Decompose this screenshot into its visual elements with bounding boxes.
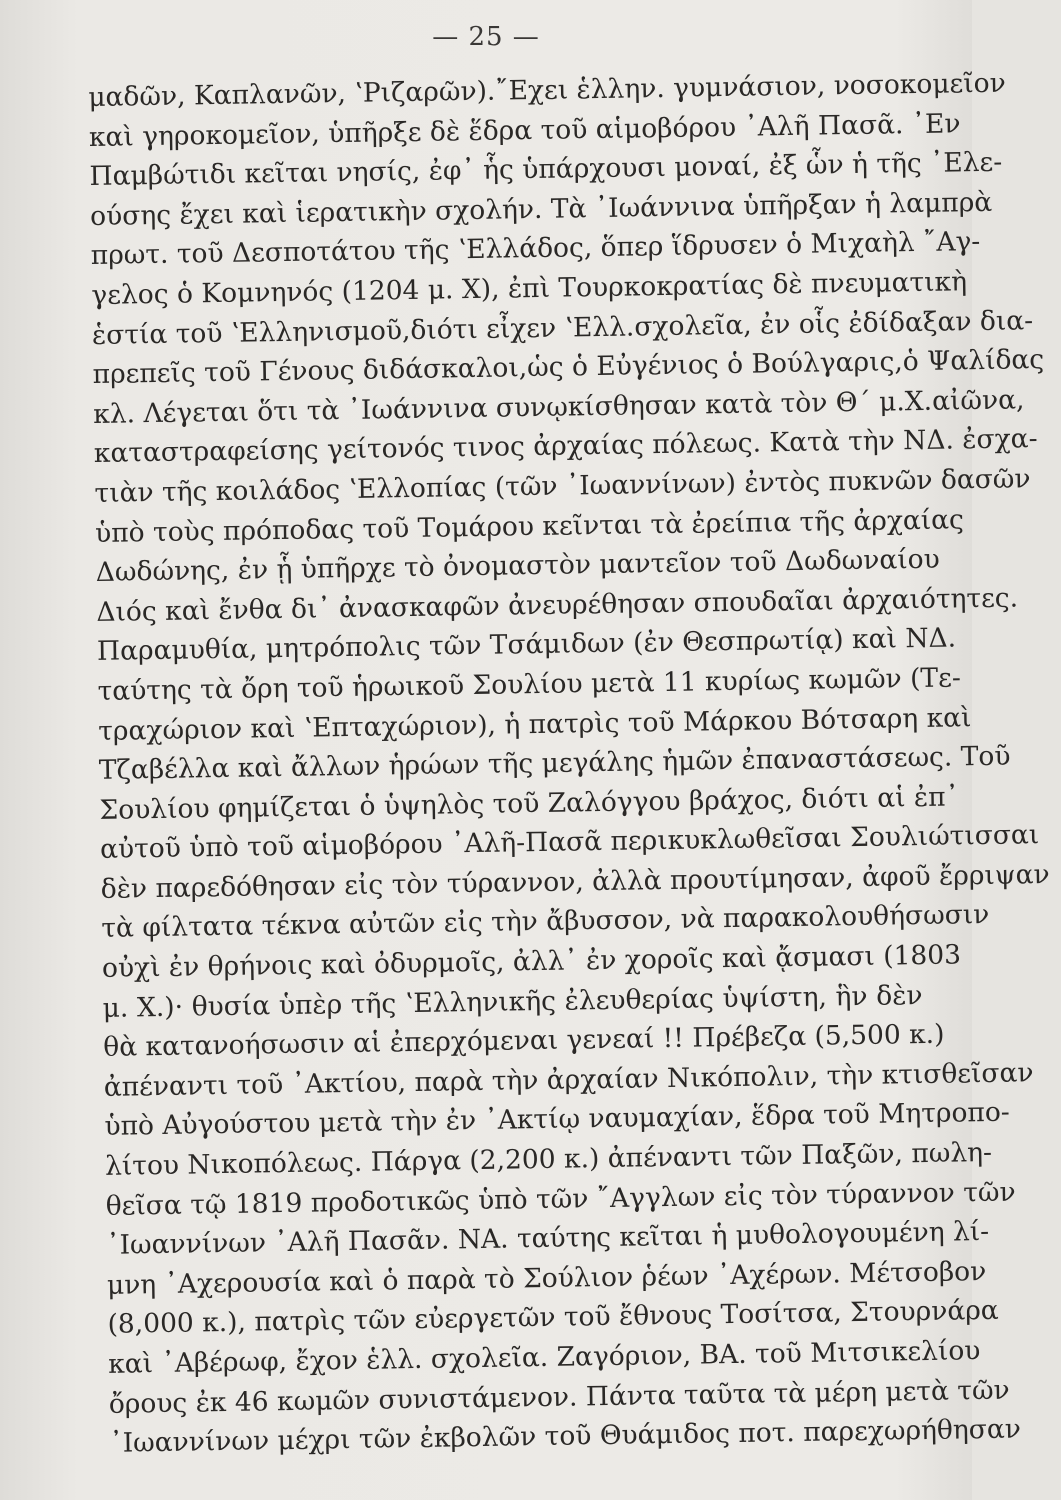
text-line: (8,000 κ.), πατρὶς τῶν εὐεργετῶν τοῦ ἔθνους Τοσίτσα, Στουρνάρα: [107, 1295, 999, 1341]
text-line: ἀπέναντι τοῦ ᾿Ακτίου, παρὰ τὴν ἀρχαίαν Νικόπολιν, τὴν κτισθεῖσαν: [103, 1057, 1034, 1103]
text-line: κλ. Λέγεται ὅτι τὰ ᾿Ιωάννινα συνῳκίσθησαν κατὰ τὸν Θ΄ μ.Χ.αἰῶνα,: [93, 384, 1025, 430]
text-line: πρεπεῖς τοῦ Γένους διδάσκαλοι,ὡς ὁ Εὐγένιος ὁ Βούλγαρις,ὁ Ψαλίδας: [92, 344, 1045, 391]
body-text: [88, 65, 1050, 1463]
text-line: μνη ᾿Αχερουσία καὶ ὁ παρὰ τὸ Σούλιον ῥέων ᾿Αχέρων. Μέτσοβον: [106, 1255, 987, 1301]
text-line: ούσης ἔχει καὶ ἱερατικὴν σχολήν. Τὰ ᾿Ιωάννινα ὑπῆρξαν ἡ λαμπρὰ: [89, 186, 993, 232]
text-line: καὶ γηροκομεῖον, ὑπῆρξε δὲ ἕδρα τοῦ αἱμοβόρου ᾿Αλῆ Πασᾶ. ᾿Εν: [88, 107, 961, 153]
text-line: καταστραφείσης γείτονός τινος ἀρχαίας πόλεως. Κατὰ τὴν ΝΔ. ἐσχα-: [93, 423, 1038, 470]
text-line: Διός καὶ ἔνθα δι᾿ ἀνασκαφῶν ἀνευρέθησαν σπουδαῖαι ἀρχαιότητες.: [96, 582, 1019, 628]
text-line: δὲν παρεδόθησαν εἰς τὸν τύραννον, ἀλλὰ προυτίμησαν, ἀφοῦ ἔρριψαν: [100, 858, 1050, 905]
text-line: ταύτης τὰ ὄρη τοῦ ἡρωικοῦ Σουλίου μετὰ 11 κυρίως κωμῶν (Τε-: [97, 662, 962, 707]
text-line: τιὰν τῆς κοιλάδος ʽΕλλοπίας (τῶν ᾿Ιωαννίνων) ἐντὸς πυκνῶν δασῶν: [94, 463, 1031, 509]
text-line: Παραμυθία, μητρόπολις τῶν Τσάμιδων (ἐν Θεσπρωτίᾳ) καὶ ΝΔ.: [96, 622, 957, 668]
text-line: ὄρους ἐκ 46 κωμῶν συνιστάμενον. Πάντα ταῦτα τὰ μέρη μετὰ τῶν: [108, 1374, 1010, 1420]
text-line: οὐχὶ ἐν θρήνοις καὶ ὀδυρμοῖς, ἀλλ᾿ ἐν χοροῖς καὶ ᾄσμασι (1803: [101, 939, 962, 984]
text-line: ἑστία τοῦ ʽΕλληνισμοῦ,διότι εἶχεν ʽΕλλ.σχολεῖα, ἐν οἷς ἐδίδαξαν δια-: [91, 304, 1034, 351]
text-line: ὑπὸ τοὺς πρόποδας τοῦ Τομάρου κεῖνται τὰ ἐρείπια τῆς ἀρχαίας: [94, 503, 965, 549]
text-line: Δωδώνης, ἐν ᾗ ὑπῆρχε τὸ ὀνομαστὸν μαντεῖον τοῦ Δωδωναίου: [95, 543, 940, 589]
text-line: μ. Χ.)· θυσία ὑπὲρ τῆς ʽΕλληνικῆς ἐλευθερίας ὑψίστη, ἣν δὲν: [102, 979, 923, 1024]
text-line: Σουλίου φημίζεται ὁ ὑψηλὸς τοῦ Ζαλόγγου βράχος, διότι αἱ ἐπ᾿: [99, 781, 960, 826]
text-line: τραχώριον καὶ ʽΕπταχώριον), ἡ πατρὶς τοῦ Μάρκου Βότσαρη καὶ: [98, 701, 972, 747]
text-line: ᾿Ιωαννίνων μέχρι τῶν ἐκβολῶν τοῦ Θυάμιδος ποτ. παρεχωρήθησαν: [109, 1413, 1022, 1460]
text-line: γελος ὁ Κομνηνός (1204 μ. Χ), ἐπὶ Τουρκοκρατίας δὲ πνευματικὴ: [91, 266, 968, 311]
text-line: μαδῶν, Καπλανῶν, ʽΡιζαρῶν).῎Εχει ἑλλην. γυμνάσιον, νοσοκομεῖον: [88, 67, 1006, 113]
text-line: καὶ ᾿Αβέρωφ, ἔχον ἑλλ. σχολεῖα. Ζαγόριον, ΒΑ. τοῦ Μιτσικελίου: [107, 1335, 981, 1380]
text-line: θὰ κατανοήσωσιν αἱ ἐπερχόμεναι γενεαί !! Πρέβεζα (5,500 κ.): [102, 1018, 945, 1064]
text-line: ᾿Ιωαννίνων ᾿Αλῆ Πασᾶν. ΝΑ. ταύτης κεῖται ἡ μυθολογουμένη λί-: [106, 1216, 990, 1262]
text-line: πρωτ. τοῦ Δεσποτάτου τῆς ʽΕλλάδος, ὅπερ ἵδρυσεν ὁ Μιχαὴλ ῎Αγ-: [90, 226, 981, 272]
text-line: θεῖσα τῷ 1819 προδοτικῶς ὑπὸ τῶν ῎Αγγλων εἰς τὸν τύραννον τῶν: [105, 1176, 1016, 1222]
text-line: τὰ φίλτατα τέκνα αὐτῶν εἰς τὴν ἄβυσσον, νὰ παρακολουθήσωσιν: [101, 899, 990, 945]
text-line: αὐτοῦ ὑπὸ τοῦ αἱμοβόρου ᾿Αλῆ-Πασᾶ περικυκλωθεῖσαι Σουλιώτισσαι: [99, 819, 1040, 866]
text-line: λίτου Νικοπόλεως. Πάργα (2,200 κ.) ἀπέναντι τῶν Παξῶν, πωλη-: [104, 1136, 993, 1182]
text-line: Τζαβέλλα καὶ ἄλλων ἡρώων τῆς μεγάλης ἡμῶν ἐπαναστάσεως. Τοῦ: [98, 740, 1011, 787]
text-line: ὑπὸ Αὐγούστου μετὰ τὴν ἐν ᾿Ακτίῳ ναυμαχίαν, ἕδρα τοῦ Μητροπο-: [104, 1097, 1010, 1143]
page-number: — 25 —: [432, 22, 540, 52]
text-line: Παμβώτιδι κεῖται νησίς, ἐφ᾿ ἧς ὑπάρχουσι μοναί, ἐξ ὧν ἡ τῆς ᾿Ελε-: [89, 146, 1003, 193]
